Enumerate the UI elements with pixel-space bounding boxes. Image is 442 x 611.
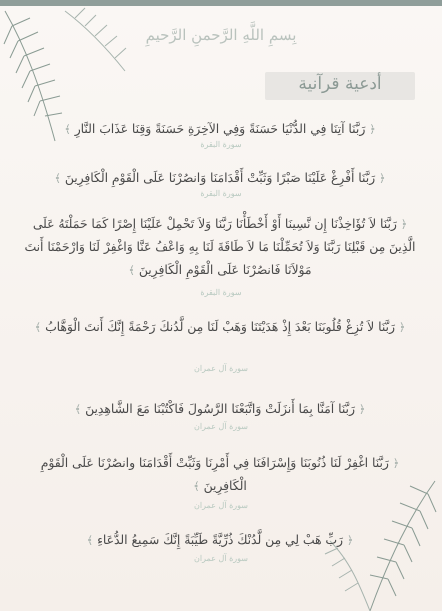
dua-source: سورة آل عمران — [194, 554, 248, 563]
ornament-icon: ﴿ — [379, 172, 386, 185]
dua-item — [20, 167, 420, 190]
page — [0, 6, 442, 611]
page-title: أدعية قرآنية — [298, 74, 382, 94]
ornament-icon: ﴾ — [193, 480, 200, 493]
dua-source: سورة البقرة — [200, 189, 242, 198]
ornament-icon: ﴿ — [358, 403, 366, 416]
dua-item — [20, 118, 420, 141]
dua-source: سورة البقرة — [200, 288, 242, 297]
ornament-icon: ﴾ — [54, 172, 61, 185]
dua-item — [20, 452, 420, 498]
ornament-icon: ﴾ — [128, 264, 135, 277]
dua-text: رَبَّنَا لاَ تُزِغْ قُلُوبَنَا بَعْدَ إِذْ هَدَيْتَنَا وَهَبْ لَنَا مِن لَّدُنكَ رَحْمَةً إِنَّكَ أَنتَ الْوَهَّابُ — [45, 320, 395, 334]
ornament-icon: ﴾ — [64, 123, 71, 136]
ornament-icon: ﴿ — [346, 534, 354, 547]
ornament-icon: ﴿ — [400, 218, 408, 231]
dua-item — [20, 529, 420, 552]
dua-source: سورة آل عمران — [194, 364, 248, 373]
title-banner — [265, 72, 415, 100]
dua-item — [20, 316, 420, 339]
ornament-icon: ﴿ — [398, 321, 406, 334]
dua-item — [20, 398, 420, 421]
ornament-icon: ﴾ — [74, 403, 82, 416]
dua-text: رَبَّنَا اغْفِرْ لَنَا ذُنُوبَنَا وَإِسْرَافَنَا فِي أَمْرِنَا وَثَبِّتْ أَقْدَامَنَا وانصُرْنَا عَلَى الْقَوْمِ الْكَافِرِينَ — [40, 456, 389, 493]
dua-source: سورة آل عمران — [194, 501, 248, 510]
dua-text: رَبَّنَا آتِنَا فِي الدُّنْيَا حَسَنَةً وَفِي الآخِرَةِ حَسَنَةً وَقِنَا عَذَابَ النَّارِ — [74, 122, 366, 136]
dua-text: رَبَّنَا أَفْرِغْ عَلَيْنَا صَبْرًا وَثَبِّتْ أَقْدَامَنَا وَانصُرْنَا عَلَى الْقَوْمِ الْكَافِرِينَ — [64, 171, 376, 185]
dua-item — [20, 213, 420, 282]
dua-source: سورة آل عمران — [194, 422, 248, 431]
ornament-icon: ﴿ — [369, 123, 376, 136]
dua-text: رَبَّنَا لاَ تُؤَاخِذْنَا إِن نَّسِينَا أَوْ أَخْطَأْنَا رَبَّنَا وَلاَ تَحْمِلْ عَلَيْنَا إِصْرًا كَمَا حَمَلْتَهُ عَلَى الَّذِينَ مِن قَبْلِنَا رَبَّنَا وَلاَ تُحَمِّلْنَا مَا لاَ طَاقَةَ لَنَا بِهِ وَاعْفُ عَنَّا وَاغْفِرْ لَنَا وَارْحَمْنَا أَنتَ مَوْلاَنَا فَانصُرْنَا عَلَى الْقَوْمِ الْكَافِرِينَ — [24, 217, 416, 277]
ornament-icon: ﴾ — [34, 321, 42, 334]
ornament-icon: ﴿ — [392, 457, 400, 470]
dua-text: رَبَّنَا آمَنَّا بِمَا أَنزَلَتْ وَاتَّبَعْنَا الرَّسُولَ فَاكْتُبْنَا مَعَ الشَّاهِدِينَ — [85, 402, 355, 416]
bismillah: بِسمِ اللَّهِ الرَّحمنِ الرَّحيمِ — [145, 26, 297, 44]
dua-source: سورة البقرة — [200, 140, 242, 149]
ornament-icon: ﴾ — [86, 534, 94, 547]
dua-text: رَبِّ هَبْ لِي مِن لَّدُنْكَ ذُرِّيَّةً طَيِّبَةً إِنَّكَ سَمِيعُ الدُّعَاءِ — [97, 533, 343, 547]
